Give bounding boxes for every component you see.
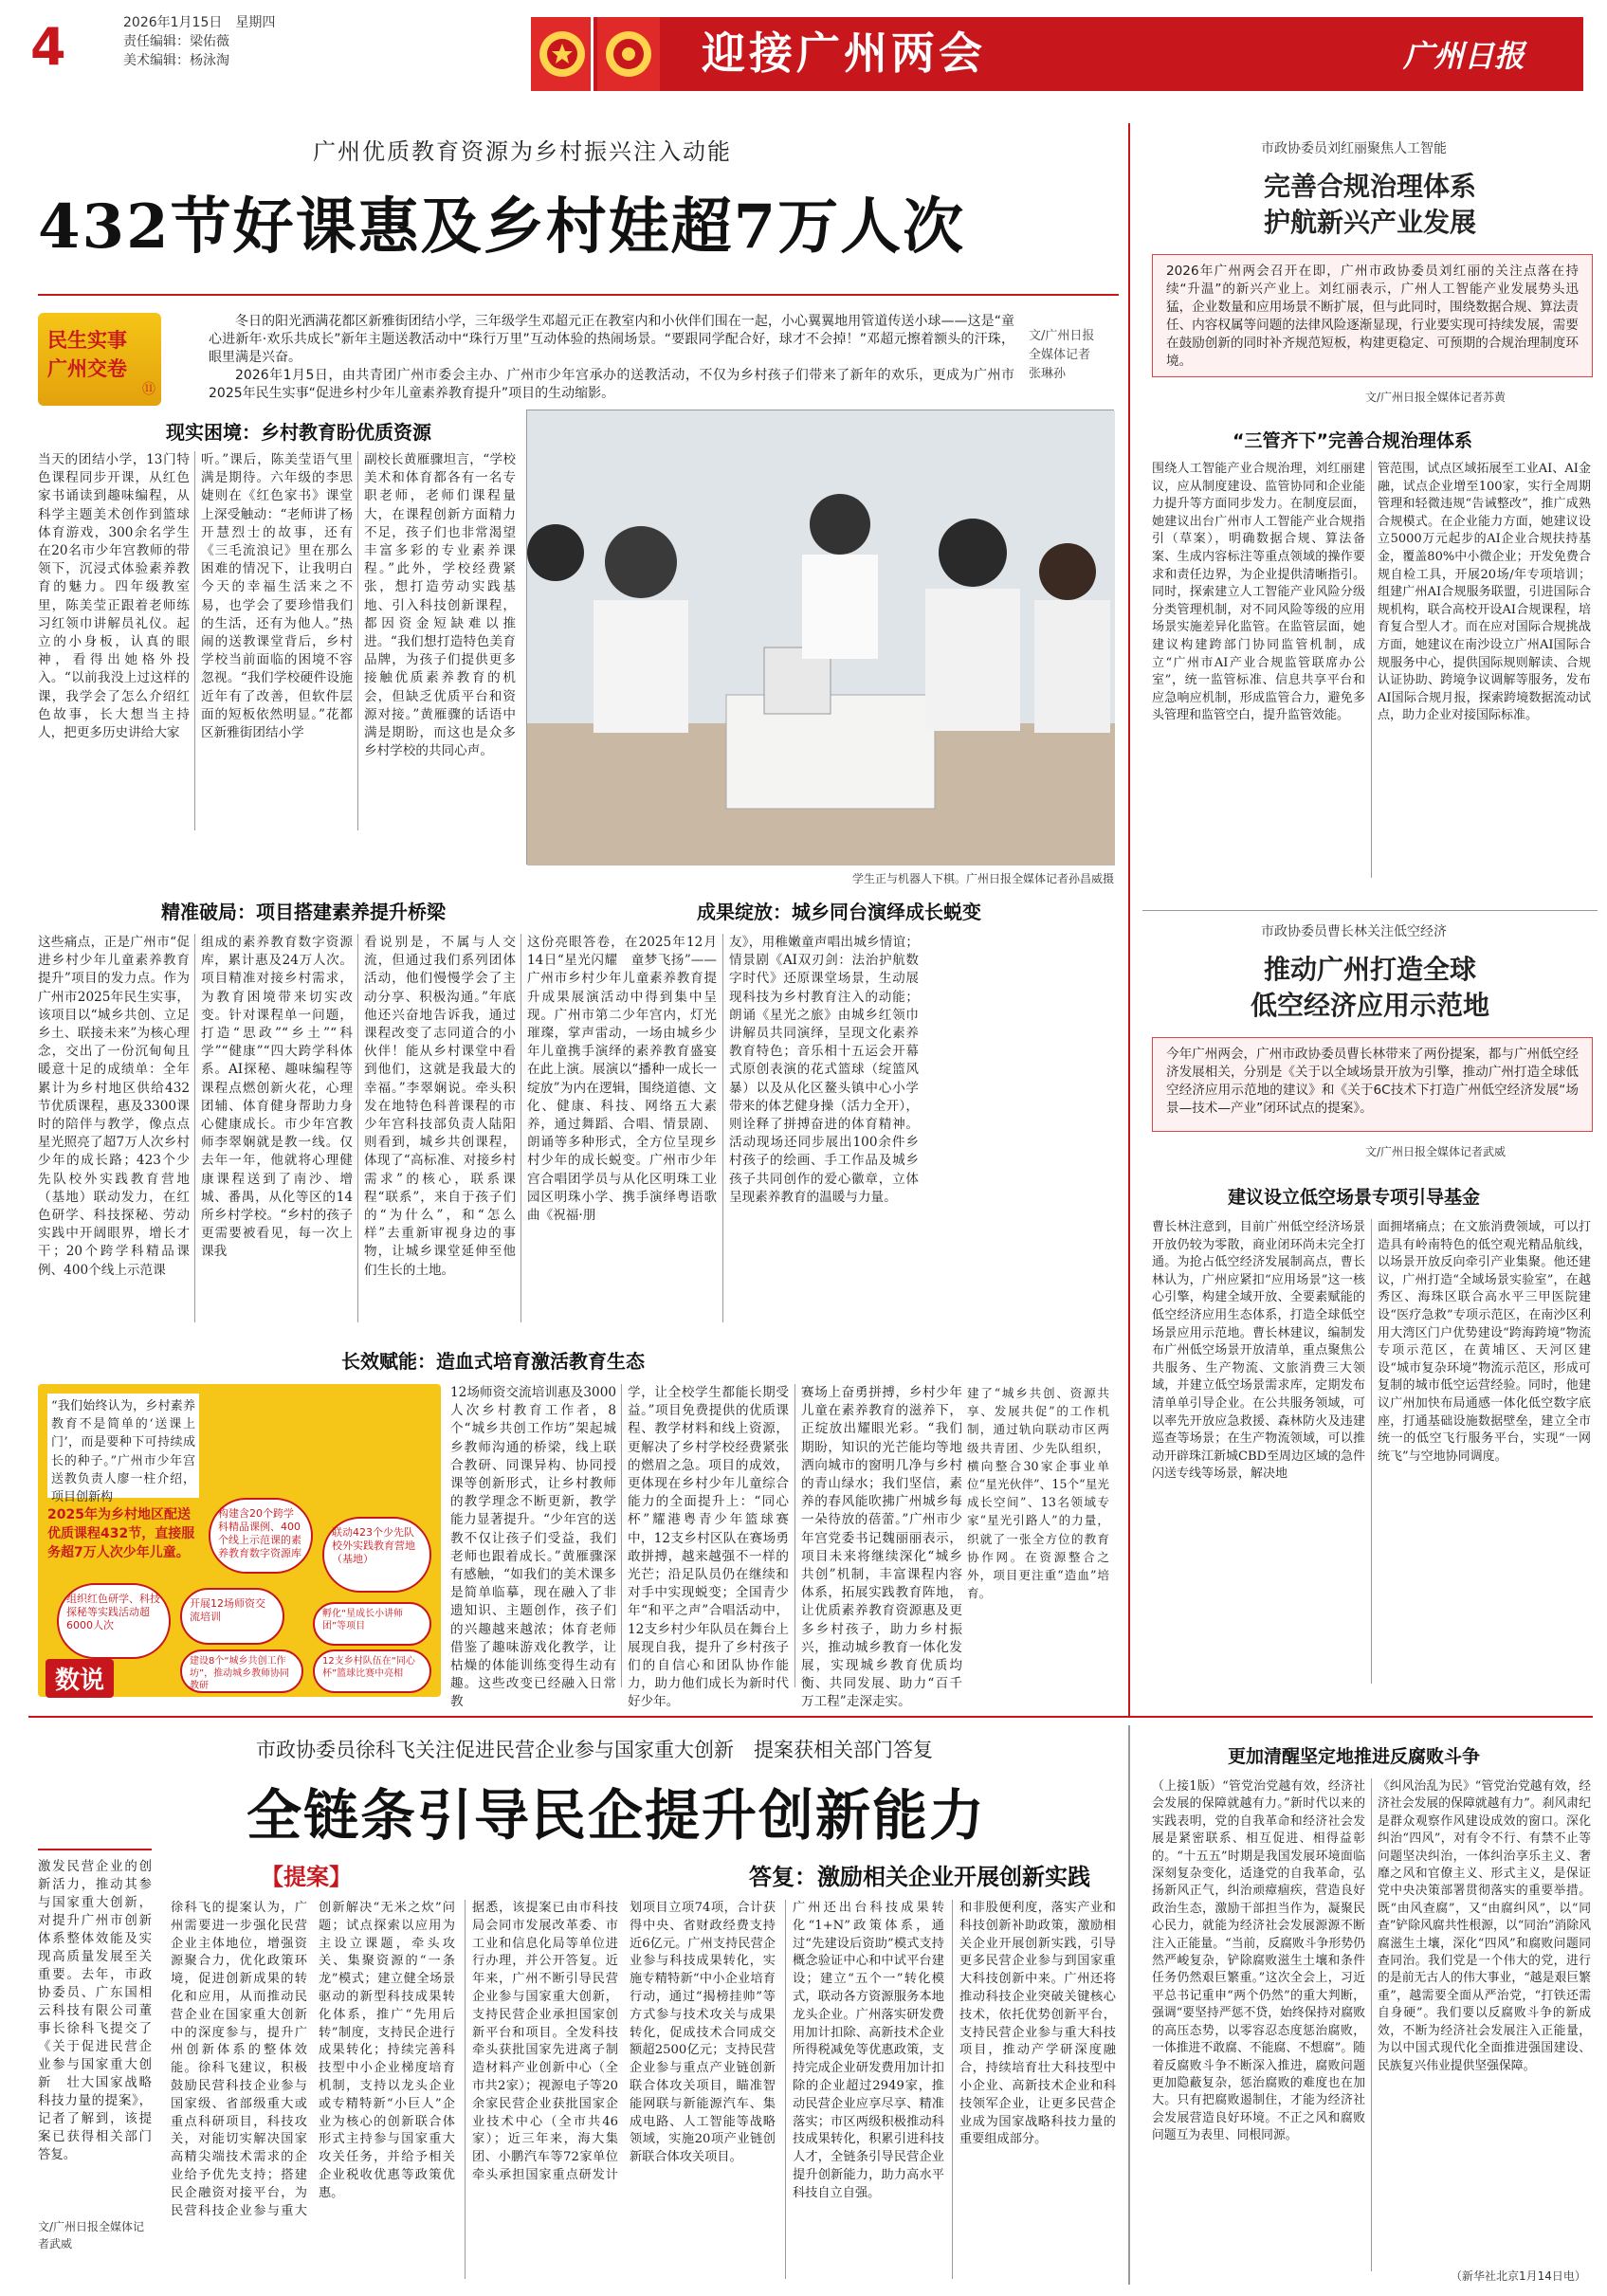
side-headline: 更加清醒坚定地推进反腐败斗争: [1228, 1746, 1481, 1767]
body-text: 赛场上奋勇拼搏，乡村少年儿童在素养教育的滋养下，正绽放出耀眼光彩。“我们期盼，知识的光芒能均等地洒向城市的窗明几净与乡村的青山绿水；我们坚信，素养的春风能吹拂广州城乡每一朵待放的蓓蕾。”广州市少年宫党委书记魏丽丽表示，项目未来将继续深化“城乡共创”机制，丰富课程内容体系，拓展实践教育阵地，让优质素养教育资源惠及更多乡村孩子，助力乡村振兴，推动城乡教育一体化发展，实现城乡教育优质均衡、共同发展、助力“百千万工程”走深走实。: [801, 1385, 962, 1710]
body-text: “我们始终认为，乡村素养教育不是简单的‘送课上门’，而是要种下可持续成长的种子。”广州市少年宫送教负责人廖一柱介绍，项目创新构: [47, 1394, 199, 1498]
section-divider: [28, 1716, 1593, 1718]
column-rule: [1371, 1219, 1372, 1684]
body-text: 曹长林注意到，目前广州低空经济场景开放仍较为零散，商业闭环尚未完全打通。为抢占低空经济发展制高点，曹长林认为，广州应紧扣“应用场景”这一核心引擎，构建全域开放、全要素赋能的低空经济应用生态体系，打造全球低空场景应用示范地。曹长林建议，编制发布广州低空场景开放清单，重点聚焦公共服务、生产物流、文旅消费三大领域，并建立低空场景需求库，定期发布清单单引导企业。在公共服务领域，可以率先开放应急救援、森林防火及违建巡查等场景；在生产物流领域，可以推动开辟珠江新城CBD至周边区域的急件闪送专线等场景，解决地: [1152, 1220, 1365, 1482]
info-item: 开展12场师资交流培训: [190, 1597, 265, 1623]
body-text: 学，让全校学生都能长期受益。”项目免费提供的优质课程、教学材料和线上资源，更解决了乡村学校经费紧张的燃眉之急。项目的成效，更体现在乡村少年儿童综合能力的全面提升上：“同心杯”耀港粤青少年篮球赛中，12支乡村区队在赛场勇敢拼搏，越来越强不一样的光芒；沿足队员仍在继续和对手中实现蜕变；全国青少年“和平之声”合唱活动中，12支乡村少年队员在舞台上展现自我，提升了乡村孩子们的自信心和团队协作能力，助力他们成长为新时代好少年。: [628, 1385, 789, 1710]
body-text: 徐科飞的提案认为，广州需要进一步强化民营企业主体地位，增强资源聚合力，优化政策环境，促进创新成果的转化和应用，从而推动民营企业在国家重大创新中的深度参与，提升广州创新体系的整体效能。徐科飞建议，积极鼓励民营科技企业参与国家级、省部级重大或重点科研项目，科技攻关，对能切实解决国家高精尖端技术需求的企业给予优先支持；搭建民企融资对接平台，为民营科技企业参与重大创新解决“无米之炊”问题；试点探索以应用为主设立课题，牵头攻关、集聚资源的“一条龙”模式；建立健全场景驱动的新型科技成果转化体系，推广“先用后转”制度，支持民企进行成果转化；持续完善科技型中小企业梯度培育机制，支持以龙头企业或专精特新“小巨人”企业为核心的创新联合体形式主持参与国家重大攻关任务，并给予相关企业税收优惠等政策优惠。: [171, 1901, 455, 2218]
bottom-headline: 全链条引导民企提升创新能力: [247, 1783, 987, 1848]
info-bubble: [180, 1649, 303, 1693]
column-rule: [785, 1900, 786, 2279]
column-rule: [194, 934, 195, 1322]
info-item: 12支乡村队伍在“同心杯”篮球比赛中亮相: [322, 1656, 415, 1679]
livelihood-badge: [38, 313, 161, 406]
column-rule: [520, 934, 521, 1322]
section-title: 迎接广州两会: [702, 27, 986, 79]
side-summary-byline: 文/广州日报全媒体记者武威: [38, 2220, 145, 2250]
body-text: 《纠风治乱为民》“管党治党越有效，经济社会发展的保障就越有力”。刹风肃纪是群众观察作风建设成效的窗口。深化纠治“四风”，对有令不行、有禁不止等问题坚决纠治，一体纠治享乐主义、奢靡之风和官僚主义、形式主义，是保证党中央决策部署贯彻落实的重要举措。既“由风查腐”，又“由腐纠风”，以“同查”铲除风腐共性根源，以“同治”消除风腐滋生土壤，深化“四风”和腐败问题同查同治。我们党是一个伟大的党，进行的是前无古人的伟大事业，“越是艰巨繁重”，越需要全面从严治党，“打铁还需自身硬”。我们要以反腐败斗争的新成效，不断为经济社会发展注入正能量，为以中国式现代化全面推进强国建设、民族复兴伟业提供坚强保障。: [1378, 1779, 1591, 2073]
info-item: 孵化“星成长小讲师团”等项目: [322, 1609, 404, 1631]
body-text: 副校长黄雁骤坦言，“学校美术和体育都各有一名专职老师，老师们课程量大，在课程创新方面精力不足，孩子们也非常渴望丰富多彩的专业素养课程。”此外，学校经费紧张，想打造劳动实践基地、引入科技创新课程，都因资金短缺难以推进。“我们想打造特色美育品牌，为孩子们提供更多接触优质素养教育的机会，但缺乏优质平台和资源对接。”黄雁骤的话语中满是期盼，而这也是众多乡村学校的共同心声。: [364, 452, 516, 759]
main-lead: [209, 313, 1014, 408]
column-rule: [1371, 461, 1372, 878]
side-headline-line1: 完善合规治理体系: [1263, 171, 1476, 202]
column-rule: [794, 1384, 795, 1687]
body-text: 据悉，该提案已由市科技局会同市发展改革委、市工业和信息化局等单位进行办理，并公开答复。近年来，广州不断引导民营企业参与国家重大创新，支持民营企业承担国家创新平台和项目。全发科技牵头获批国家先进离子制造材料产业创新中心（全市共2家）；视源电子等20余家民营企业获批国家企业技术中心（全市共46家）；近三年来，海大集团、小鹏汽车等72家单位牵头承担国家重点研发计划项目立项74项，合计获得中央、省财政经费支持近6亿元。广州支持民营企业参与科技成果转化，实施专精特新“中小企业培育行动，通过“揭榜挂帅”等方式参与技术攻关与成果转化，促成技术合同成交额超2500亿元；支持民营企业参与重点产业链创新联合体攻关项目，瞄准智能网联与新能源汽车、集成电路、人工智能等战略领域，实施20项产业链创新联合体攻关项目。: [472, 1901, 776, 2182]
info-headline: 2025年为乡村地区配送优质课程432节，直接服务超7万人次少年儿童。: [47, 1507, 195, 1560]
national-emblem-icon: [531, 17, 593, 91]
info-bubble: [180, 1588, 284, 1645]
info-bubble: [313, 1602, 431, 1646]
body-text: 当天的团结小学，13门特色课程同步开课，从红色家书诵读到趣味编程，从科学主题美术创作到篮球体育游戏，300余名学生在20名市少年宫教师的带领下，沉浸式体验素养教育的魅力。四年级教室里，陈美莹正跟着老师练习红领巾讲解员礼仪。起立的小身板，认真的眼神，看得出她格外投入。“以前我没上过这样的课，我学会了怎么介绍红色故事，长大想当主持人，把更多历史讲给大家: [38, 452, 190, 741]
body-text: 广州还出台科技成果转化“1+N”政策体系，通过“先建设后资助”模式支持概念验证中心和中试平台建设；建立“五个一”转化模式，联动各方资源服务本地龙头企业。广州落实研发费用加计扣除、高新技术企业所得税减免等优惠政策，支持完成企业研发费用加计扣除的企业超过2949家，推动民营企业应享尽享、精准落实；市区两级积极推动科技成果转化，积累引进科技人才，全链条引导民营企业提升创新能力，助力高水平科技自立自强。: [793, 1901, 944, 2200]
info-title: 数说: [46, 1659, 114, 1698]
proposal-label: 【提案】: [261, 1864, 352, 1890]
main-kicker: 广州优质教育资源为乡村振兴注入动能: [313, 138, 732, 165]
side-lead: 今年广州两会，广州市政协委员曹长林带来了两份提案，都与广州低空经济发展相关，分别是《关于以全域场景开放为引擎，推动广州打造全球低空经济应用示范地的建议》和《关于6C技术下打造广州低空经济发展“场景—技术—产业”闭环试点的提案》。: [1152, 1037, 1593, 1132]
art-editor: 美术编辑：杨泳淘: [123, 53, 229, 68]
info-item: 构建含20个跨学科精品课例、400个线上示范课的素养教育数字资源库: [218, 1507, 301, 1559]
body-text: 友》，用稚嫩童声唱出城乡情谊；情景剧《AI双刃剑：法治护航数字时代》还原课堂场景，生动展现科技为乡村教育注入的动能；朗诵《星光之旅》由城乡红领巾讲解员共同演绎，呈现文化素养教育特色；音乐相十五运会开幕式原创表演的花式篮球（绽篮风暴）以及从化区鳌头镇中心小学带来的体艺健身操（活力全开），则诠释了拼搏奋进的体育精神。活动现场还同步展出100余件乡村孩子的绘画、手工作品及城乡孩子共同创作的爱心徽章，立体呈现素养教育的温暖与力量。: [729, 935, 919, 1205]
column-divider: [1128, 1725, 1130, 2285]
body-text: 听。”课后，陈美莹语气里满是期待。六年级的李思婕则在《红色家书》课堂上深受触动：“老师讲了杨开慧烈士的故事，还有《三毛流浪记》里在那么困难的情况下，让我明白今天的幸福生活来之不易，也学会了要珍惜我们的生活，还有为他人。”热闹的送教课堂背后，乡村学校当前面临的困境不容忽视。“我们学校硬件设施近年有了改善，但软件层面的短板依然明显。”花都区新雅街团结小学: [201, 452, 353, 741]
body-text: 这份亮眼答卷，在2025年12月14日“星光闪耀 童梦飞扬”——广州市乡村少年儿童素养教育提升成果展演活动中得到集中呈现。广州市第二少年宫内，灯光璀璨，掌声雷动，一场由城乡少年儿童携手演绎的素养教育盛宴在此上演。展演以“播种一成长一绽放”为内在逻辑，围绕道德、文化、健康、科技、网络五大素养，通过舞蹈、合唱、情景剧、朗诵等多种形式，全方位呈现乡村少年的成长蜕变。广州市少年宫合唱团学员与从化区明珠工业园区明珠小学、携手演绎粤语歌曲《祝福·朋: [527, 935, 717, 1224]
issue-date: 2026年1月15日 星期四: [123, 15, 276, 30]
news-photo: [526, 410, 1114, 865]
side-summary: [38, 1849, 152, 2294]
column-rule: [722, 934, 723, 1322]
column-rule: [1371, 1778, 1372, 2271]
badge-number: ⑪: [142, 382, 155, 397]
main-byline: 文/广州日报全媒体记者张琳孙: [1029, 329, 1095, 381]
badge-text: 民生实事 广州交卷: [47, 329, 127, 380]
info-item: 建设8个“城乡共创工作坊”，推动城乡教师协同教研: [190, 1656, 290, 1691]
column-rule: [357, 451, 358, 830]
lead-paragraph-1: 冬日的阳光洒满花都区新雅街团结小学，三年级学生邓超元正在教室内和小伙伴们围在一起，小心翼翼地用管道传送小球——这是“童心进新年·欢乐共成长”新年主题送教活动中“珠行万里”互动体验的热闹场景。“要跟同学配合好，球才不会掉！”邓超元擦着额头的汗珠，眼里满是兴奋。: [209, 314, 1014, 365]
side-lead: 2026年广州两会召开在即，广州市政协委员刘红丽的关注点落在持续“升温”的新兴产业上。刘红丽表示，广州人工智能产业发展势头迅猛，企业数量和应用场景不断扩展，但与此同时，围绕数据合规、算法责任、内容权属等问题的法律风险逐渐显现，行业要实现可持续发展，需要在鼓励创新的同时补齐规范短板，构建更稳定、可预期的合规治理制度环境。: [1152, 254, 1593, 377]
info-bubble: [313, 1649, 431, 1693]
column-rule: [952, 1900, 953, 2279]
data-infographic: [38, 1384, 441, 1697]
side-byline: 文/广州日报全媒体记者武威: [1365, 1145, 1507, 1158]
divider: [38, 294, 1119, 296]
info-bubble: [57, 1583, 171, 1659]
divider: [1142, 910, 1598, 911]
side-headline-line2: 低空经济应用示范地: [1250, 990, 1489, 1021]
lead-paragraph-2: 2026年1月5日，由共青团广州市委会主办、广州市少年宫承办的送教活动，不仅为乡村孩子们带来了新年的欢乐，更成为广州市2025年民生实事“促进乡村少年儿童素养教育提升”项目的生动缩影。: [209, 368, 1014, 401]
newspaper-logo: 广州日报: [1403, 38, 1525, 74]
page-number: 4: [30, 17, 66, 77]
edition-meta: [123, 13, 275, 70]
body-text: 围绕人工智能产业合规治理，刘红丽建议，应从制度建设、监管协同和企业能力提升等方面同步发力。在制度层面，她建议出台广州市人工智能产业合规指引（草案），明确数据合规、算法备案、生成内容标注等重点领域的操作要求和责任边界，为企业提供清晰指引。同时，探索建立人工智能产业风险分级分类管理机制，对不同风险等级的应用场景实施差异化监管。在监管层面，她建议构建跨部门协同监管机制，成立“广州市AI产业合规监管联席办公室”，统一监管标准、信息共享平台和应急响应机制，形成监管合力，避免多头管理和监管空白，提升监管效能。: [1152, 462, 1365, 723]
side-headline: [1147, 169, 1593, 241]
body-text: 这些痛点，正是广州市“促进乡村少年儿童素养教育提升”项目的发力点。作为广州市2025年民生实事，该项目以“城乡共创、立足乡土、联接未来”为核心理念，交出了一份沉甸甸且暖意十足的成绩单：全年累计为乡村地区供给432节优质课程，惠及3300课时的陪伴与教学，像点点星光照亮了超7万人次乡村少年的成长路；423个少先队校外实践教育营地（基地）联动发力，在红色研学、科技探秘、劳动实践中开阔眼界，增长才干；20个跨学科精品课例、400个线上示范课: [38, 935, 190, 1278]
info-item: 组织红色研学、科技探秘等实践活动超6000人次: [66, 1593, 160, 1631]
reply-label: 答复：激励相关企业开展创新实践: [749, 1864, 1090, 1890]
column-rule: [465, 1900, 466, 2279]
info-item: 联动423个少先队校外实践教育营地（基地）: [332, 1526, 415, 1565]
column-rule: [621, 1384, 622, 1687]
side-summary-text: 激发民营企业的创新活力，推动其参与国家重大创新，对提升广州市创新体系整体效能及实现高质量发展至关重要。去年，市政协委员、广东国相云科技有限公司董事长徐科飞提交了《关于促进民营企业参与国家重大创新 壮大国家战略科技力量的提案》，记者了解到，该提案已获得相关部门答复。: [38, 1860, 152, 2162]
side-headline-line2: 护航新兴产业发展: [1263, 207, 1476, 238]
subhead-empowerment: 长效赋能：造血式培育激活教育生态: [341, 1350, 645, 1373]
subhead-achievement: 成果绽放：城乡同台演绎成长蜕变: [697, 901, 981, 923]
cppcc-emblem-icon: [597, 17, 660, 91]
subhead-breakthrough: 精准破局：项目搭建素养提升桥梁: [161, 901, 446, 923]
side-kicker: 市政协委员曹长林关注低空经济: [1261, 924, 1447, 939]
column-rule: [194, 451, 195, 830]
side-subhead: “三管齐下”完善合规治理体系: [1233, 430, 1472, 451]
side-headline-line1: 推动广州打造全球: [1263, 954, 1476, 985]
source-credit: （新华社北京1月14日电）: [1451, 2269, 1586, 2283]
responsible-editor: 责任编辑：梁佑薇: [123, 34, 229, 49]
side-kicker: 市政协委员刘红丽聚焦人工智能: [1261, 141, 1447, 156]
side-byline: 文/广州日报全媒体记者苏黄: [1365, 391, 1507, 404]
body-text: 12场师资交流培训惠及3000人次乡村教育工作者，8个“城乡共创工作坊”架起城乡教师沟通的桥梁，线上联合教研、同课异构、协同授课等创新形式，让乡村教师的教学理念不断更新，教学能力显著提升。“少年宫的送教不仅让孩子们受益，我们老师也跟着成长。”黄雁骤深有感触，“如我们的美术课多是简单临摹，现在融入了非遗知识、主题创作，孩子们的兴趣越来越浓；体育老师借鉴了趣味游戏化教学，让枯燥的体能训练变得生动有趣。这些改变已经融入日常教: [450, 1385, 616, 1710]
side-subhead: 建议设立低空场景专项引导基金: [1228, 1187, 1481, 1208]
side-headline: [1147, 952, 1593, 1024]
info-bubble: [322, 1517, 431, 1593]
body-text: （上接1版）“管党治党越有效，经济社会发展的保障就越有力。”新时代以来的实践表明，党的自我革命和经济社会发展是紧密联系、相互促进、相得益彰的。“十五五”时期是我国发展环境面临深刻复杂变化，适逢党的自我革命，弘扬新风正气，纠治顽瘴痼疾，营造良好政治生态，激励干部担当作为，凝聚民心民力，就能为经济社会发展源源不断注入正能量。“当前，反腐败斗争形势仍然严峻复杂，铲除腐败滋生土壤和条件任务仍然艰巨繁重。”这次全会上，习近平总书记重申“两个仍然”的重大判断，强调“要坚持严惩不贷，始终保持对腐败的高压态势，以零容忍态度惩治腐败，一体推进不敢腐、不能腐、不想腐”。随着反腐败斗争不断深入推进，腐败问题更加隐蔽复杂，惩治腐败的难度也在加大。只有把腐败遏制住，才能为经济社会发展营造良好环境。不正之风和腐败问题互为表里、同根同源。: [1152, 1779, 1365, 2143]
body-text: 建了“城乡共创、资源共享、发展共促”的工作机制，通过轨向联动市区两级共青团、少先队组织，横向整合30家企事业单位“星光伙伴”、15个“星光成长空间”、13名领域专家“星光引路人”的力量，织就了一张全方位的教育协作网。在资源整合之外，项目更注重“造血”培育。: [967, 1386, 1109, 1601]
body-text: 管范围，试点区域拓展至工业AI、AI金融，试点企业增至100家，实行全周期管理和轻微违规“告诫整改”，推广成熟合规模式。在企业能力方面，她建议设立5000万元起步的AI企业合规扶持基金，覆盖80%中小微企业；开发免费合规自检工具，开展20场/年专项培训；组建广州AI合规服务联盟，引进国际合规机构，联合高校开设AI合规课程，培育复合型人才。而在应对国际合规挑战方面，她建议在南沙设立广州AI国际合规服务中心，提供国际规则解读、合规认证协助、跨境争议调解等服务，发布AI国际合规月报，探索跨境数据流动试点，助力企业对接国际标准。: [1378, 462, 1591, 723]
column-rule: [357, 934, 358, 1322]
main-headline: 432节好课惠及乡村娃超7万人次: [38, 191, 966, 263]
body-text: 组成的素养教育数字资源库，累计惠及24万人次。项目精准对接乡村需求，为教育困境带来切实改变。针对课程单一问题，打造“思政”“乡土”“科学”“健康”“四大跨学科体系。AI探秘、趣味编程等课程点燃创新火花，心理团辅、体育健身帮助力身心健康成长。市少年宫教师李翠娴就是教一线。仅去年一年，他就将心理健康课程送到了南沙、增城、番禺，从化等区的14所乡村学校。“乡村的孩子更需要被看见，每一次上课我: [201, 935, 353, 1260]
info-bubble: [209, 1498, 313, 1574]
body-text: 和非股便利度，落实产业和科技创新补助政策，激励相关企业开展创新实践，引导更多民营企业参与到国家重大科技创新中来。广州还将推动科技企业突破关键核心技术，依托优势创新平台，支持民营企业参与重大科技项目，推动产学研深度融合，持续培育壮大科技型中小企业、高新技术企业和科技领军企业，让更多民营企业成为国家战略科技力量的重要组成部分。: [959, 1901, 1116, 2147]
photo-caption: 学生正与机器人下棋。广州日报全媒体记者孙昌威摄: [851, 872, 1114, 885]
body-text: 看说别是，不属与人交流，但通过我们系列团体活动，他们慢慢学会了主动分享、积极沟通。”年底他还兴奋地告诉我，通过课程改变了志同道合的小伙伴！能从乡村课堂中看到他们，这就是我最大的幸福。”李翠娴说。牵头积发在地特色科普课程的市少年宫科技部负责人陆阳则看到，城乡共创课程，体现了“高标准、对接乡村需求”的核心，联系课程“联系”，来自于孩子们的“为什么”，和“怎么样”去重新审视身边的事物，让城乡课堂延伸至他们生长的土地。: [364, 935, 516, 1278]
column-divider: [1128, 123, 1130, 1716]
bottom-kicker: 市政协委员徐科飞关注促进民营企业参与国家重大创新 提案获相关部门答复: [256, 1739, 933, 1761]
subhead-reality: 现实困境：乡村教育盼优质资源: [166, 421, 431, 444]
body-text: 面拥堵痛点；在文旅消费领域，可以打造具有岭南特色的低空观光精品航线，以场景开放反向牵引产业集聚。他还建议，广州打造“全域场景实验室”，在越秀区、海珠区联合高水平三甲医院建设“医疗急救”专项示范区，在南沙区利用大湾区门户优势建设“跨海跨境”物流专项示范区，在黄埔区、天河区建设“城市复杂环境”物流示范区，形成可复制的城市低空运营经验。同时，他建议广州加快布局通感一体化低空数字底座，打通基础设施数据壁垒，建立全市统一的低空飞行服务平台，实现“一网统飞”与空地协同调度。: [1378, 1220, 1591, 1464]
